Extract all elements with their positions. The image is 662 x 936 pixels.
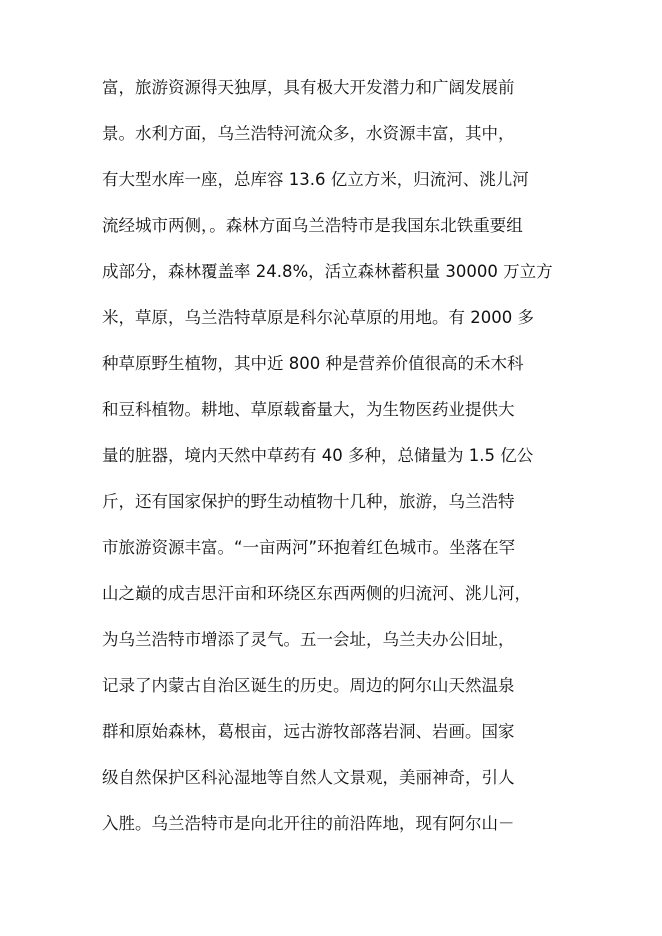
text-line-1: 富，旅游资源得天独厚，具有极大开发潜力和广阔发展前	[102, 78, 515, 97]
text-line-13: 为乌兰浩特市增添了灵气。五一会址，乌兰夫办公旧址，	[102, 630, 515, 649]
text-line-16: 级自然保护区科沁湿地等自然人文景观，美丽神奇，引人	[102, 768, 515, 787]
text-line-8: 和豆科植物。耕地、草原载畜量大，为生物医药业提供大	[102, 400, 515, 419]
text-line-3: 有大型水库一座，总库容 13.6 亿立方米，归流河、洮儿河	[102, 170, 529, 189]
text-line-4: 流经城市两侧，。森林方面乌兰浩特市是我国东北铁重要组	[102, 216, 523, 235]
text-line-7: 种草原野生植物，其中近 800 种是营养价值很高的禾木科	[102, 354, 524, 373]
text-line-14: 记录了内蒙古自治区诞生的历史。周边的阿尔山天然温泉	[102, 676, 515, 695]
text-line-15: 群和原始森林，葛根亩，远古游牧部落岩洞、岩画。国家	[102, 722, 515, 741]
text-line-11: 市旅游资源丰富。“一亩两河”环抱着红色城市。坐落在罕	[102, 538, 516, 557]
text-line-2: 景。水利方面，乌兰浩特河流众多，水资源丰富，其中，	[102, 124, 515, 143]
text-line-6: 米，草原，乌兰浩特草原是科尔沁草原的用地。有 2000 多	[102, 308, 534, 327]
text-line-17: 入胜。乌兰浩特市是向北开往的前沿阵地，现有阿尔山－	[102, 814, 515, 833]
text-line-10: 斤，还有国家保护的野生动植物十几种，旅游，乌兰浩特	[102, 492, 515, 511]
text-line-12: 山之巅的成吉思汗亩和环绕区东西两侧的归流河、洮儿河，	[102, 584, 531, 603]
text-line-9: 量的脏器，境内天然中草药有 40 多种，总储量为 1.5 亿公	[102, 446, 534, 465]
text-line-5: 成部分，森林覆盖率 24.8%，活立森林蓄积量 30000 万立方	[102, 262, 553, 281]
